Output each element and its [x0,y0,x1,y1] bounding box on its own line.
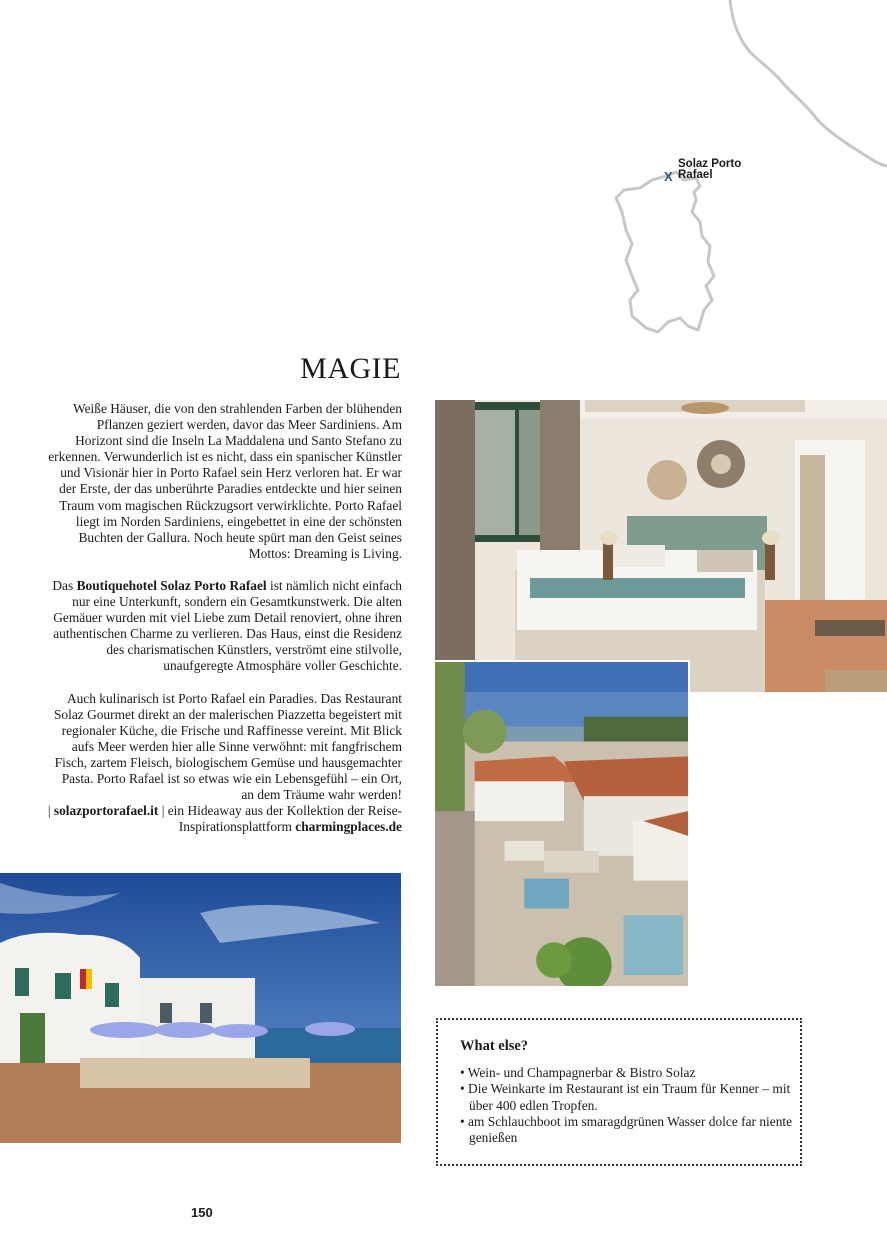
terrace-photo [435,660,690,986]
what-else-heading: What else? [460,1038,529,1054]
map-location-label: Solaz Porto Rafael [678,158,742,181]
bedroom-photo [435,400,887,692]
paragraph-intro: Weiße Häuser, die von den strahlenden Farben der blühenden Pflanzen geziert werden, davor das Meer Sardiniens. Am Horizont sind die Inseln La Maddalena und Santo Stefano zu erkennen. Verwunderlich ist es nicht, dass ein spanischer Künstler und Visionär hier in Porto Rafael sein Herz verloren hat. Er war der Erste, der das unberührte Paradies entdeckte und hier seinen Traum vom magischen Rückzugsort verwirklichte. Porto Rafael liegt im Norden Sardiniens, eingebettet in eine der schönsten Buchten der Gallura. Noch heute spürt man den Geist seines Mottos: Dreaming is Living. [48,401,402,561]
hotel-name: Boutiquehotel Solaz Porto Rafael [76,577,267,593]
sardinia-outline [616,172,714,332]
platform-link[interactable]: charmingplaces.de [295,819,402,835]
what-else-box [436,1018,802,1166]
list-item: • Wein- und Champagnerbar & Bistro Solaz [460,1065,800,1081]
paragraph-culinary: Auch kulinarisch ist Porto Rafael ein Paradies. Das Restaurant Solaz Gourmet direkt an der malerischen Piazzetta begeistert mit regionaler Küche, die Frische und Raffinesse vereint. Mit Blick aufs Meer werden hier alle Sinne verwöhnt: mit fangfrischem Fisch, zartem Fleisch, biologischem Gemüse und hausgemachter Pasta. Porto Rafael ist so etwas wie ein Lebensgefühl – ein Ort, an dem Träume wahr werden! | solazportorafael.it | ein Hideaway aus der Kollektion der Reise-Inspirationsplattform charmingplaces.de [47,690,402,835]
article-body [46,401,402,835]
hotel-exterior-photo [0,873,401,1143]
page-number: 150 [191,1205,213,1220]
what-else-list [460,1065,800,1146]
article-title: MAGIE [300,352,401,385]
list-item: • Die Weinkarte im Restaurant ist ein Traum für Kenner – mit über 400 edlen Tropfen. [460,1081,800,1114]
location-marker-icon: X [664,169,673,184]
list-item: • am Schlauchboot im smaragdgrünen Wasser dolce far niente genießen [460,1114,800,1147]
mainland-coastline [730,0,887,166]
paragraph-hotel: Das Boutiquehotel Solaz Porto Rafael ist nämlich nicht einfach nur eine Unterkunft, sondern ein Gesamtkunstwerk. Die alten Gemäuer wurden mit viel Liebe zum Detail renoviert, ohne ihren authentischen Charme zu verlieren. Das Haus, einst die Residenz des charismatischen Künstlers, verströmt eine stilvolle, unaufgeregte Atmosphäre voller Geschichte. [52,577,402,674]
website-link[interactable]: solazportorafael.it [53,803,159,819]
